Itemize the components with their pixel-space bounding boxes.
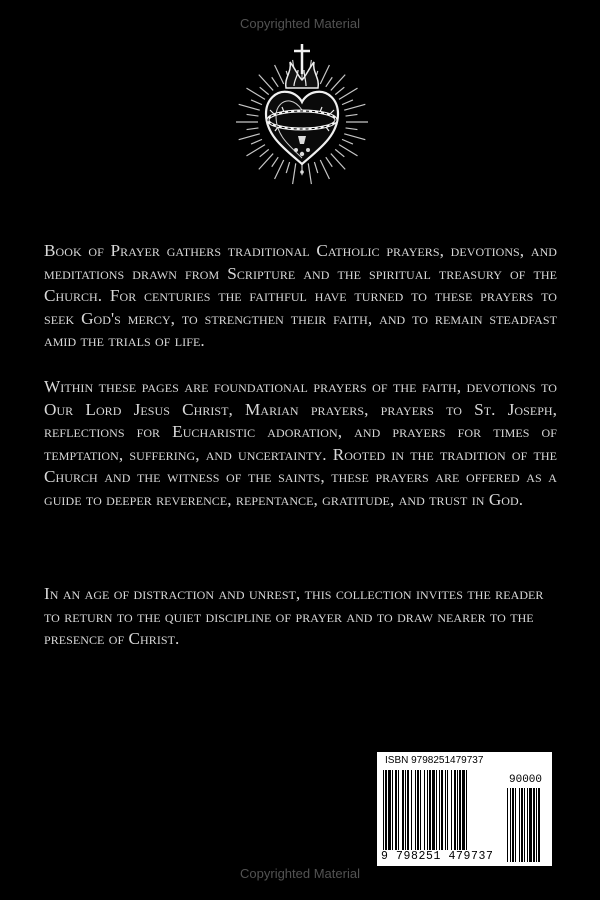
description-paragraph-1: Book of Prayer gathers traditional Catholic prayers, devotions, and meditations drawn from Scripture and the spiritual treasury of the Church. For centuries the faithful have turned to these prayers to seek God's mercy, to strengthen their faith, and to remain steadfast amid the trials of life. — [44, 241, 557, 351]
sacred-heart-icon — [234, 40, 370, 190]
copyright-watermark-top: Copyrighted Material — [240, 16, 360, 31]
price-code: 90000 — [509, 774, 543, 786]
isbn-barcode — [377, 752, 552, 866]
description-paragraph-3: In an age of distraction and unrest, this collection invites the reader to return to the quiet discipline of prayer and to draw nearer to the presence of Christ. — [44, 584, 544, 649]
isbn-label: ISBN 9798251479737 — [385, 755, 484, 766]
barcode-digits: 9 798251 479737 — [381, 850, 506, 863]
description-paragraph-2: Within these pages are foundational prayers of the faith, devotions to Our Lord Jesus Christ, Marian prayers, prayers to St. Joseph, reflections for Eucharistic adoration, and prayers for times of temptation, suffering, and uncertainty. Rooted in the tradition of the Church and the witness of the saints, these prayers are offered as a guide to deeper reverence, repentance, gratitude, and trust in God. — [44, 377, 557, 509]
copyright-watermark-bottom: Copyrighted Material — [240, 866, 360, 881]
barcode-bars — [377, 752, 552, 866]
